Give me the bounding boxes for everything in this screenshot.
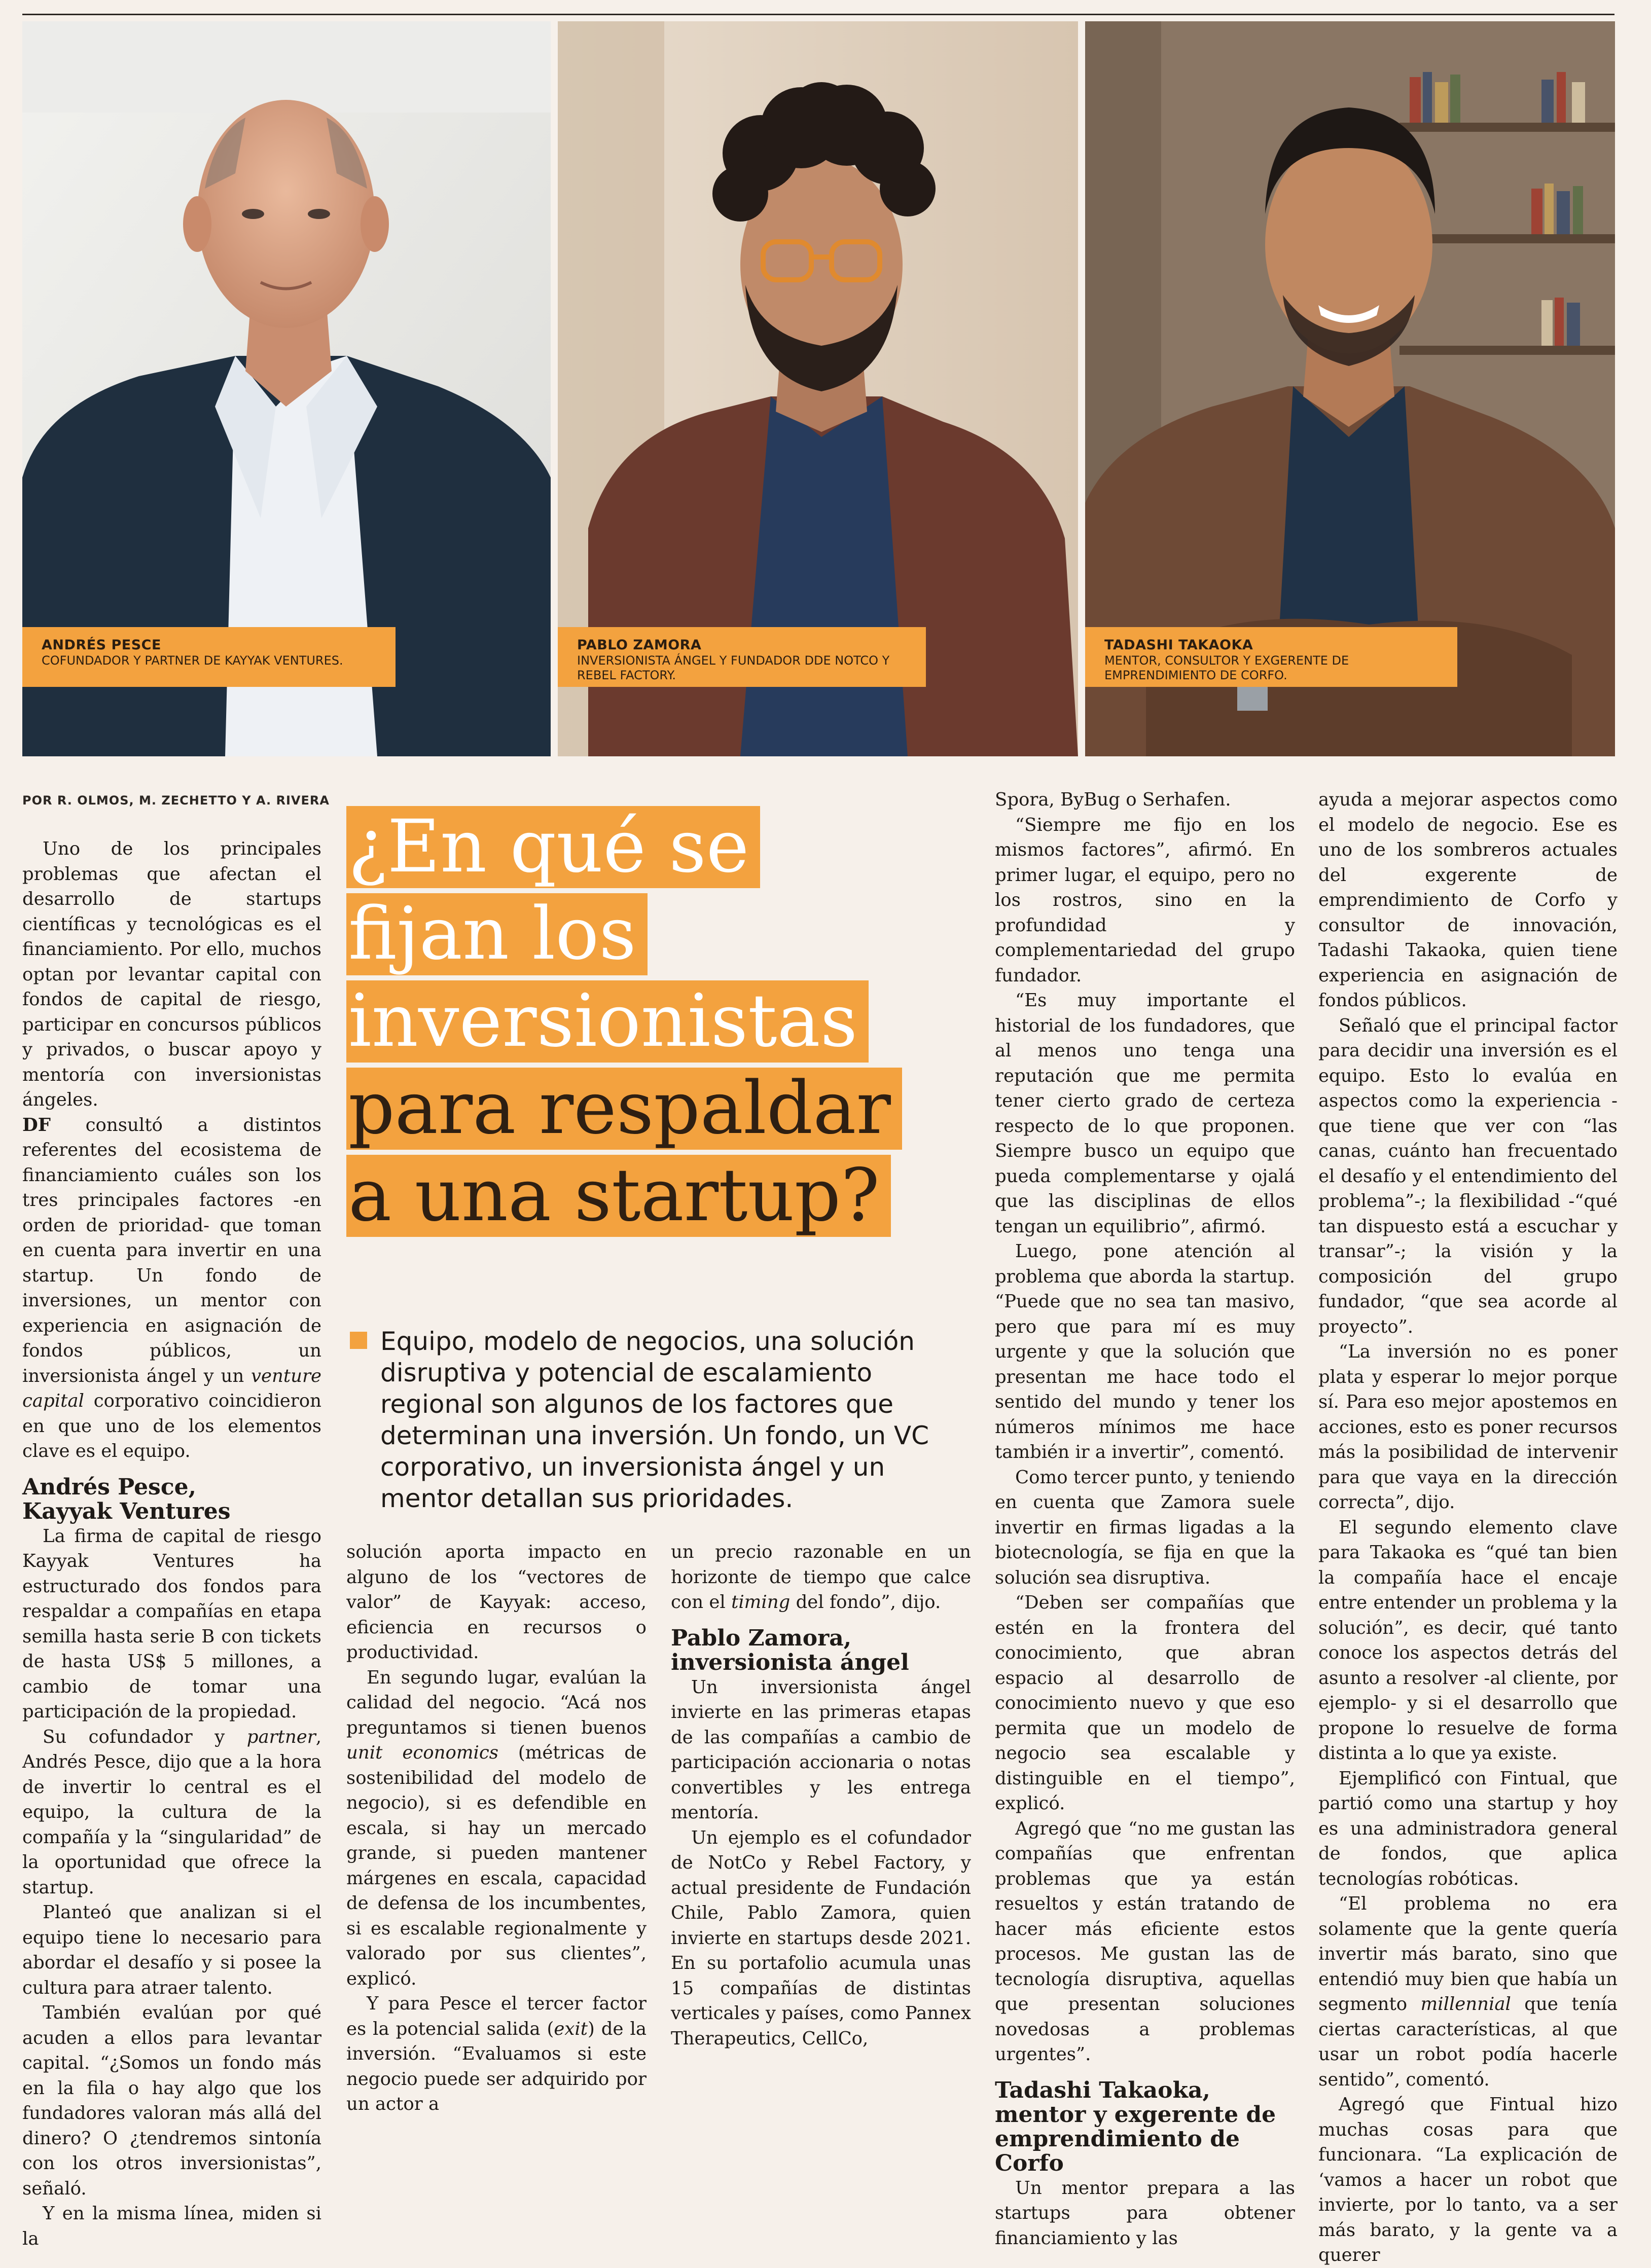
- caption-role: MENTOR, CONSULTOR Y EXGERENTE DE EMPRENDIMIENTO DE CORFO.: [1104, 653, 1349, 682]
- section-heading: Pablo Zamora, inversionista ángel: [671, 1625, 909, 1675]
- article-column-5: [1318, 787, 1618, 2268]
- article-column-1: [22, 836, 321, 2251]
- section-heading: Andrés Pesce, Kayyak Ventures: [22, 1474, 231, 1524]
- paragraph: “Siempre me fijo en los mismos factores”, afirmó. En primer lugar, el equipo, pero no los rostros, sino en la profundidad y complementariedad del grupo fundador.: [995, 814, 1295, 986]
- orange-square-bullet-icon: [350, 1332, 367, 1349]
- section-heading: Tadashi Takaoka, mentor y exgerente de emprendimiento de Corfo: [995, 2077, 1276, 2176]
- paragraph: En segundo lugar, evalúan la calidad del negocio. “Acá nos preguntamos si tienen buenos unit economics (métricas de sostenibilidad del modelo de negocio), si es defendible en escala, si hay un mercado grande, si pueden mantener márgenes en escala, capacidad de defensa de los incumbentes, si es escalable regionalmente y valorado por sus clientes”, explicó.: [346, 1667, 647, 1989]
- paragraph: “Deben ser compañías que estén en la frontera del conocimiento, que abran espacio al desarrollo de conocimiento nuevo y que eso permita que un modelo de negocio sea escalable y distinguible en el tiempo”, explicó.: [995, 1592, 1295, 1814]
- caption-name: TADASHI TAKAOKA: [1104, 637, 1253, 653]
- caption-name: ANDRÉS PESCE: [42, 637, 161, 653]
- paragraph: Y para Pesce el tercer factor es la potencial salida (exit) de la inversión. “Evaluamos si este negocio puede ser adquirido por un actor a: [346, 1993, 647, 2114]
- paragraph: un precio razonable en un horizonte de tiempo que calce con el timing del fondo”, dijo.: [671, 1542, 971, 1613]
- paragraph: solución aporta impacto en alguno de los “vectores de valor” de Kayyak: acceso, eficiencia en recursos o productividad.: [346, 1542, 647, 1663]
- paragraph: Como tercer punto, y teniendo en cuenta que Zamora suele invertir en firmas ligadas a la biotecnología, se fija en que la solución sea disruptiva.: [995, 1467, 1295, 1588]
- headline-line: ¿En qué se: [346, 806, 760, 888]
- caption-name: PABLO ZAMORA: [577, 637, 702, 653]
- deck-text: Equipo, modelo de negocios, una solución disruptiva y potencial de escalamiento regional son algunos de los factores que determinan una inversión. Un fondo, un VC corporativo, un inversionista ángel y un mentor detallan sus prioridades.: [380, 1327, 929, 1513]
- deck-summary: [350, 1326, 938, 1514]
- publication-initials: DF: [22, 1114, 51, 1136]
- caption-role: COFUNDADOR Y PARTNER DE KAYYAK VENTURES.: [42, 653, 343, 668]
- photo-caption: [558, 627, 926, 687]
- paragraph: Un ejemplo es el cofundador de NotCo y Rebel Factory, y actual presidente de Fundación Chile, Pablo Zamora, quien invierte en startups desde 2021. En su portafolio acumula unas 15 compañías de distintas verticales y países, como Pannex Therapeutics, CellCo,: [671, 1827, 971, 2049]
- caption-role: INVERSIONISTA ÁNGEL Y FUNDADOR DDE NOTCO Y REBEL FACTORY.: [577, 653, 890, 682]
- paragraph: Agregó que Fintual hizo muchas cosas para que funcionara. “La explicación de ‘vamos a hacer un robot que invierte, por lo tanto, va a ser más barato, y la gente va a querer: [1318, 2094, 1618, 2265]
- paragraph: Y en la misma línea, miden si la: [22, 2203, 321, 2249]
- paragraph: ayuda a mejorar aspectos como el modelo de negocio. Ese es uno de los sombreros actuales del exgerente de emprendimiento de Corfo y consultor de innovación, Tadashi Takaoka, quien tiene experiencia en asignación de fondos públicos.: [1318, 789, 1618, 1011]
- headline-line: fijan los: [346, 893, 648, 975]
- paragraph: “Es muy importante el historial de los fundadores, que al menos uno tenga una reputación que me permita tener cierto grado de certeza respecto de lo que proponen. Siempre busco un equipo que pueda complementarse y ojalá que las disciplinas de ellos tengan un equilibrio”, afirmó.: [995, 990, 1295, 1237]
- paragraph: “La inversión no es poner plata y esperar lo mejor porque sí. Para eso mejor apostemos en acciones, esto es poner recursos más la posibilidad de intervenir para que vaya en la dirección correcta”, dijo.: [1318, 1341, 1618, 1513]
- headline-line: para respaldar: [346, 1068, 902, 1150]
- headline-line: a una startup?: [346, 1155, 891, 1237]
- paragraph: DF consultó a distintos referentes del ecosistema de financiamiento cuáles son los tres principales factores -en orden de prioridad- que toman en cuenta para invertir en una startup. Un fondo de inversiones, un mentor con experiencia en asignación de fondos públicos, un inversionista ángel y un venture capital corporativo coincidieron en que uno de los elementos clave es el equipo.: [22, 1114, 321, 1461]
- paragraph: Su cofundador y partner, Andrés Pesce, dijo que a la hora de invertir lo central es el equipo, la cultura de la compañía y la “singularidad” de la oportunidad que ofrece la startup.: [22, 1726, 321, 1898]
- paragraph: También evalúan por qué acuden a ellos para levantar capital. “¿Somos un fondo más en la fila o hay algo que los fundadores valoran más allá del dinero? O ¿tendremos sintonía con los otros inversionistas”, señaló.: [22, 2002, 321, 2199]
- paragraph: El segundo elemento clave para Takaoka es “qué tan bien la compañía hace el encaje entre entender un problema y la solución”, es decir, qué tanto conoce los aspectos detrás del asunto a resolver -al cliente, por ejemplo- y si el desarrollo que propone lo resuelve de forma distinta a lo que ya existe.: [1318, 1517, 1618, 1764]
- paragraph: Uno de los principales problemas que afectan el desarrollo de startups científicas y tecnológicas es el financiamiento. Por ello, muchos optan por levantar capital con fondos de capital de riesgo, participar en concursos públicos y privados, o buscar apoyo y mentoría con inversionistas ángeles.: [22, 838, 321, 1110]
- paragraph: Planteó que analizan si el equipo tiene lo necesario para abordar el desafío y si posee la cultura para atraer talento.: [22, 1902, 321, 1998]
- article-column-3: [671, 1540, 971, 2051]
- paragraph: Señaló que el principal factor para decidir una inversión es el equipo. Esto lo evalúa en aspectos como la experiencia - que tiene que ver con “las canas, cuánto han frecuentado el desafío y el entendimiento del problema”-; la flexibilidad -“qué tan dispuesto está a escuchar y transar”-; la visión y la composición del grupo fundador, “que sea acorde al proyecto”.: [1318, 1015, 1618, 1337]
- paragraph: Un mentor prepara a las startups para obtener financiamiento y las: [995, 2177, 1295, 2249]
- paragraph: La firma de capital de riesgo Kayyak Ventures ha estructurado dos fondos para respaldar a compañías en etapa semilla hasta serie B con tickets de hasta US$ 5 millones, a cambio de tomar una participación de la propiedad.: [22, 1525, 321, 1722]
- article-column-4: [995, 787, 1295, 2251]
- byline: POR R. OLMOS, M. ZECHETTO Y A. RIVERA: [22, 793, 330, 808]
- paragraph: Luego, pone atención al problema que aborda la startup. “Puede que no sea tan masivo, pero que para mí es muy urgente y que la solución que presentan me hace todo el sentido del mundo y tener los números mínimos me hace también ir a invertir”, comentó.: [995, 1241, 1295, 1462]
- article-column-2: [346, 1540, 647, 2117]
- headline: [346, 806, 955, 1242]
- paragraph: Ejemplificó con Fintual, que partió como una startup y hoy es una administradora general de fondos, que aplica tecnologías robóticas.: [1318, 1768, 1618, 1889]
- photo-caption: [22, 627, 396, 687]
- photo-caption: [1085, 627, 1457, 687]
- paragraph: “El problema no era solamente que la gente quería invertir más barato, sino que entendió muy bien que había un segmento millennial que tenía ciertas características, al que usar un robot podía hacerle sentido”, comentó.: [1318, 1893, 1618, 2090]
- paragraph: Spora, ByBug o Serhafen.: [995, 789, 1231, 810]
- paragraph: Un inversionista ángel invierte en las primeras etapas de las compañías a cambio de participación accionaria o notas convertibles y les entrega mentoría.: [671, 1676, 971, 1823]
- top-rule: [22, 14, 1614, 15]
- paragraph: Agregó que “no me gustan las compañías que enfrentan problemas que ya están resueltos y están tratando de hacer más eficiente estos procesos. Me gustan las de tecnología disruptiva, aquellas que presentan soluciones novedosas a problemas urgentes”.: [995, 1818, 1295, 2065]
- headline-line: inversionistas: [346, 980, 869, 1063]
